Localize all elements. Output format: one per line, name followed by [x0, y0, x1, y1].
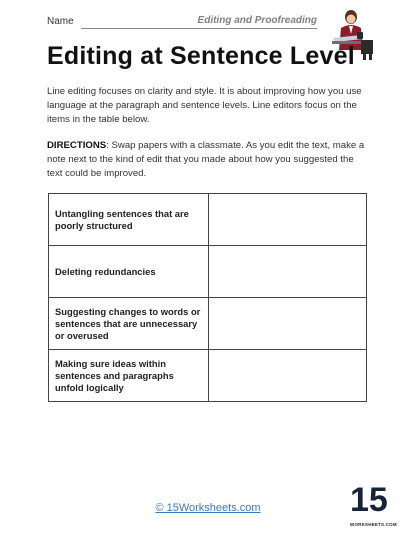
name-line[interactable]: [81, 28, 317, 29]
footer-link[interactable]: © 15Worksheets.com: [155, 502, 261, 514]
directions-paragraph: [47, 139, 367, 181]
editing-table: [48, 193, 367, 402]
directions-text: : Swap papers with a classmate. As you edit the text, make a note next to the kind of edit that you made about how you suggested the text could be improved.: [47, 140, 365, 179]
task-cell: Untangling sentences that are poorly structured: [49, 194, 209, 246]
directions-label: DIRECTIONS: [47, 140, 107, 151]
note-cell[interactable]: [209, 194, 367, 246]
table-row: [49, 350, 367, 402]
logo-text: WORKSHEETS.COM: [350, 522, 397, 527]
note-cell[interactable]: [209, 246, 367, 298]
intro-paragraph: Line editing focuses on clarity and style. It is about improving how you use language at the paragraph and sentence levels. Line editors focus on the items in the table below.: [47, 86, 362, 125]
task-cell: Making sure ideas within sentences and paragraphs unfold logically: [49, 350, 209, 402]
table-row: [49, 246, 367, 298]
task-cell: Deleting redundancies: [49, 246, 209, 298]
logo-number: 15: [350, 481, 388, 519]
note-cell[interactable]: [209, 298, 367, 350]
table-row: [49, 194, 367, 246]
task-cell: Suggesting changes to words or sentences that are unnecessary or overused: [49, 298, 209, 350]
topic-label: Editing and Proofreading: [197, 15, 317, 26]
page-title: Editing at Sentence Level: [47, 42, 355, 70]
note-cell[interactable]: [209, 350, 367, 402]
table-row: [49, 298, 367, 350]
site-logo: [350, 481, 397, 532]
name-label: Name: [47, 16, 74, 27]
worksheet-header: [47, 14, 317, 34]
